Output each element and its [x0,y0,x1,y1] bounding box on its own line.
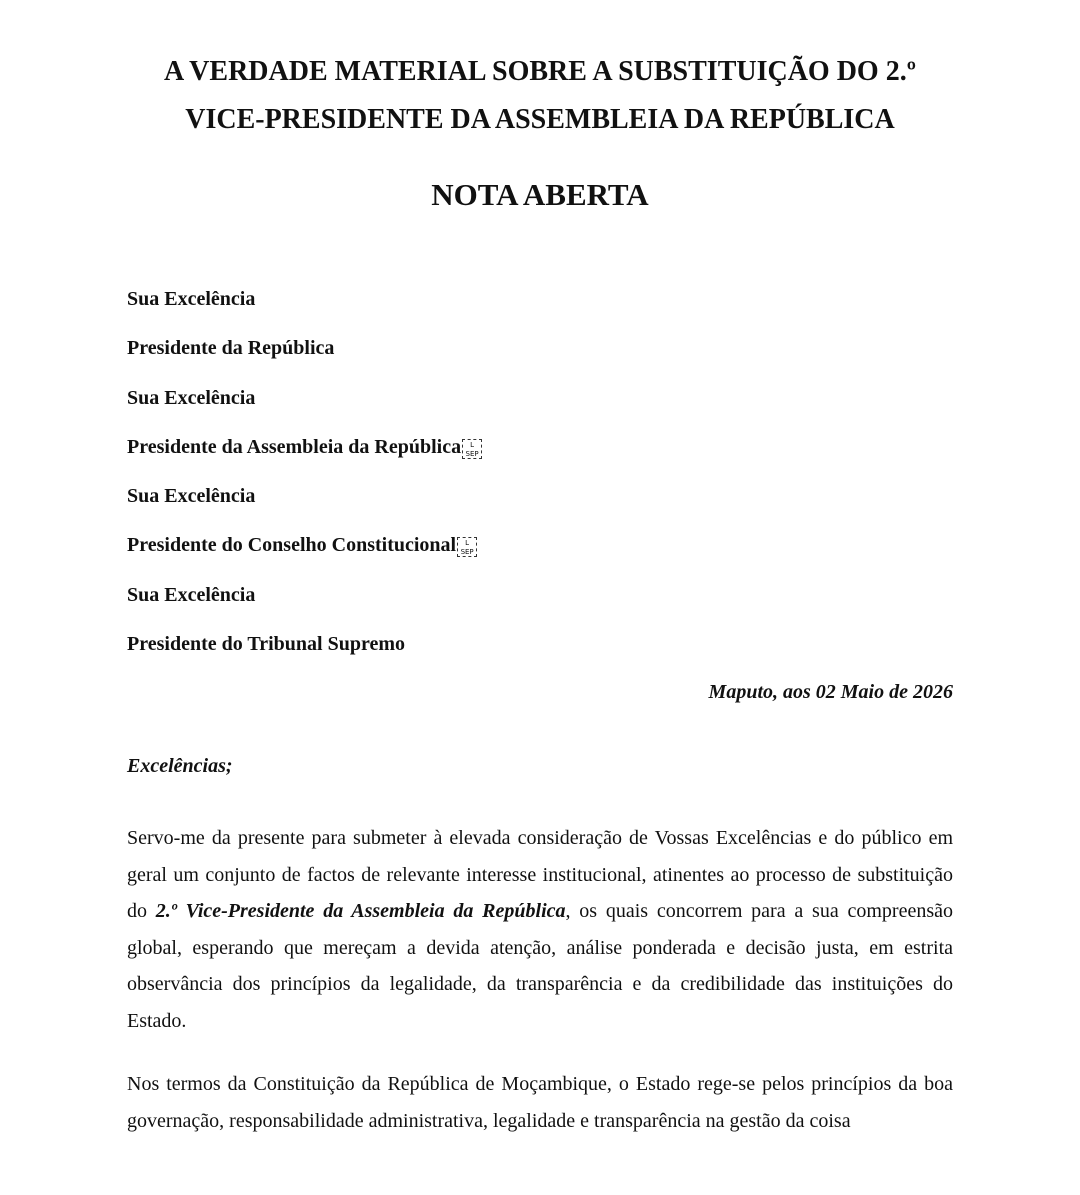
paragraph-1-text: Servo-me da presente para submeter à elevada consideração de Vossas Excelências e do público em geral um conjunto de factos de relevante interesse institucional, atinentes ao processo de substituição do [127,827,953,923]
paragraph-1 [127,820,953,1040]
addressee-line [127,579,953,628]
separator-glyph-icon [462,439,482,459]
document-title [100,48,980,144]
addressee-line [127,431,953,480]
date-line: Maputo, aos 02 Maio de 2026 [708,681,953,703]
addressee-text: Sua Excelência [127,386,256,409]
separator-glyph-icon [457,537,477,557]
addressee-line [127,382,953,431]
addressee-text: Sua Excelência [127,288,256,310]
addressee-line [127,332,953,381]
addressee-text: Presidente da Assembleia da República [127,435,462,458]
addressee-line [127,480,953,529]
sep-glyph-bottom: SEP [460,548,474,557]
document-subtitle: NOTA ABERTA [431,177,649,212]
addressee-text: Sua Excelência [127,583,256,606]
addressee-text: Sua Excelência [127,485,256,508]
addressee-list [127,283,953,677]
title-line-1: A VERDADE MATERIAL SOBRE A SUBSTITUIÇÃO DO 2.º [164,56,916,87]
addressee-line [127,283,953,332]
addressee-text: Presidente da República [127,337,335,360]
addressee-text: Presidente do Conselho Constitucional [127,534,457,557]
paragraph-2: Nos termos da Constituição da República de Moçambique, o Estado rege-se pelos princípios da boa governação, responsabilidade administrativa, legalidade e transparência na gestão da coisa [127,1073,953,1132]
sep-glyph-top: L [470,440,475,449]
salutation: Excelências; [127,755,233,777]
sep-glyph-bottom: SEP [465,449,479,458]
addressee-line [127,529,953,578]
addressee-line [127,628,953,677]
paragraph-1-text-end: , os quais concorrem para a sua compreensão global, esperando que mereçam a devida atenção, análise ponderada e decisão justa, em estrita observância dos princípios da legalidade, da transparência e da credibilidade das instituições do Estado. [127,900,954,1032]
paragraph-1-emphasis: 2.º Vice-Presidente da Assembleia da República [155,900,566,923]
title-line-2: VICE-PRESIDENTE DA ASSEMBLEIA DA REPÚBLICA [185,104,895,135]
addressee-text: Presidente do Tribunal Supremo [127,633,406,656]
sep-glyph-top: L [465,539,470,548]
